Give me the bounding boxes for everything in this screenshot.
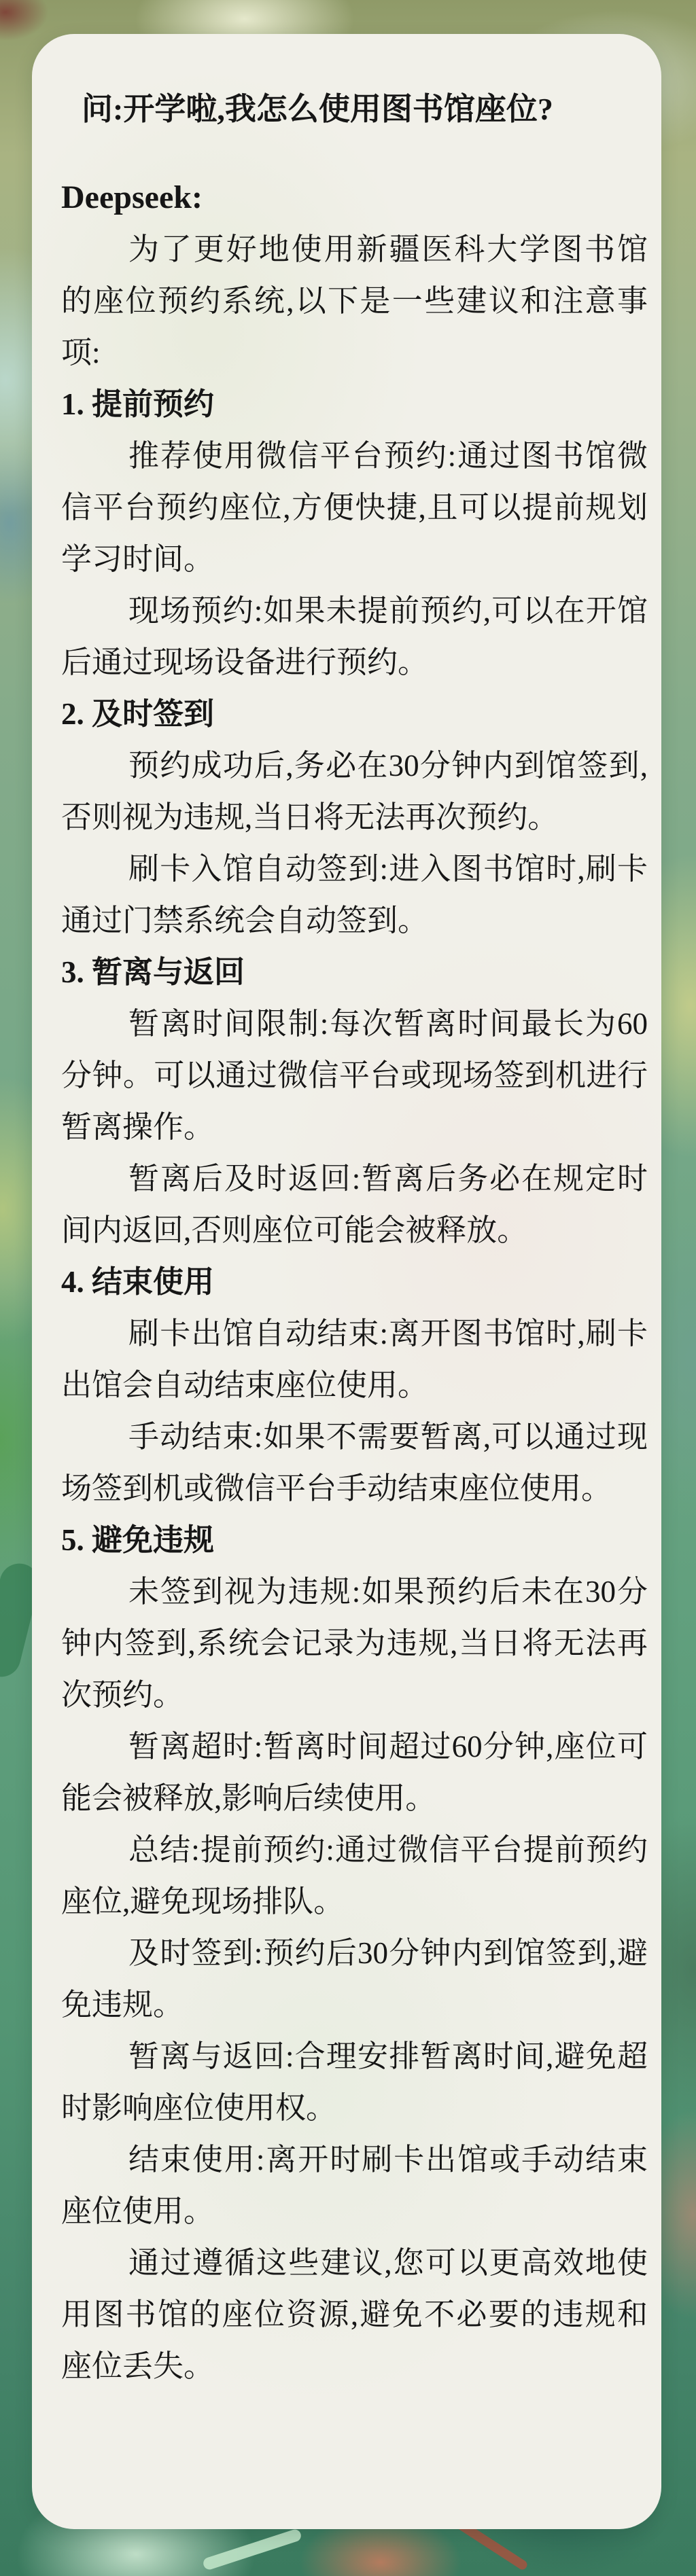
paragraph: 通过遵循这些建议,您可以更高效地使用图书馆的座位资源,避免不必要的违规和座位丢失。 [61, 2246, 648, 2383]
paint-stroke-mint [202, 2528, 302, 2571]
section-heading: 3. 暂离与返回 [61, 955, 245, 989]
question-title: 问:开学啦,我怎么使用图书馆座位? [82, 92, 553, 126]
paragraph: 结束使用:离开时刷卡出馆或手动结束座位使用。 [61, 2143, 648, 2228]
paragraph: 预约成功后,务必在30分钟内到馆签到,否则视为违规,当日将无法再次预约。 [61, 749, 648, 834]
section-heading: 4. 结束使用 [61, 1265, 215, 1299]
paragraph: 暂离超时:暂离时间超过60分钟,座位可能会被释放,影响后续使用。 [61, 1730, 648, 1815]
answer-body [61, 223, 648, 2392]
paragraph: 推荐使用微信平台预约:通过图书馆微信平台预约座位,方便快捷,且可以提前规划学习时间。 [61, 439, 648, 576]
content-card [32, 34, 661, 2529]
answerer-label: Deepseek: [61, 179, 203, 215]
paragraph: 及时签到:预约后30分钟内到馆签到,避免违规。 [61, 1936, 648, 2022]
section-heading: 1. 提前预约 [61, 387, 215, 421]
paragraph: 刷卡入馆自动签到:进入图书馆时,刷卡通过门禁系统会自动签到。 [61, 852, 648, 937]
paragraph: 刷卡出馆自动结束:离开图书馆时,刷卡出馆会自动结束座位使用。 [61, 1317, 648, 1402]
paragraph: 手动结束:如果不需要暂离,可以通过现场签到机或微信平台手动结束座位使用。 [61, 1420, 648, 1505]
section-heading: 2. 及时签到 [61, 697, 215, 731]
paragraph: 现场预约:如果未提前预约,可以在开馆后通过现场设备进行预约。 [61, 594, 648, 679]
paragraph: 未签到视为违规:如果预约后未在30分钟内签到,系统会记录为违规,当日将无法再次预约。 [61, 1575, 648, 1712]
paragraph: 总结:提前预约:通过微信平台提前预约座位,避免现场排队。 [61, 1833, 648, 1918]
paragraph: 为了更好地使用新疆医科大学图书馆的座位预约系统,以下是一些建议和注意事项: [61, 232, 648, 370]
paragraph: 暂离时间限制:每次暂离时间最长为60分钟。可以通过微信平台或现场签到机进行暂离操作。 [61, 1007, 648, 1144]
paragraph: 暂离与返回:合理安排暂离时间,避免超时影响座位使用权。 [61, 2039, 648, 2125]
paragraph: 暂离后及时返回:暂离后务必在规定时间内返回,否则座位可能会被释放。 [61, 1162, 648, 1247]
section-heading: 5. 避免违规 [61, 1523, 215, 1557]
